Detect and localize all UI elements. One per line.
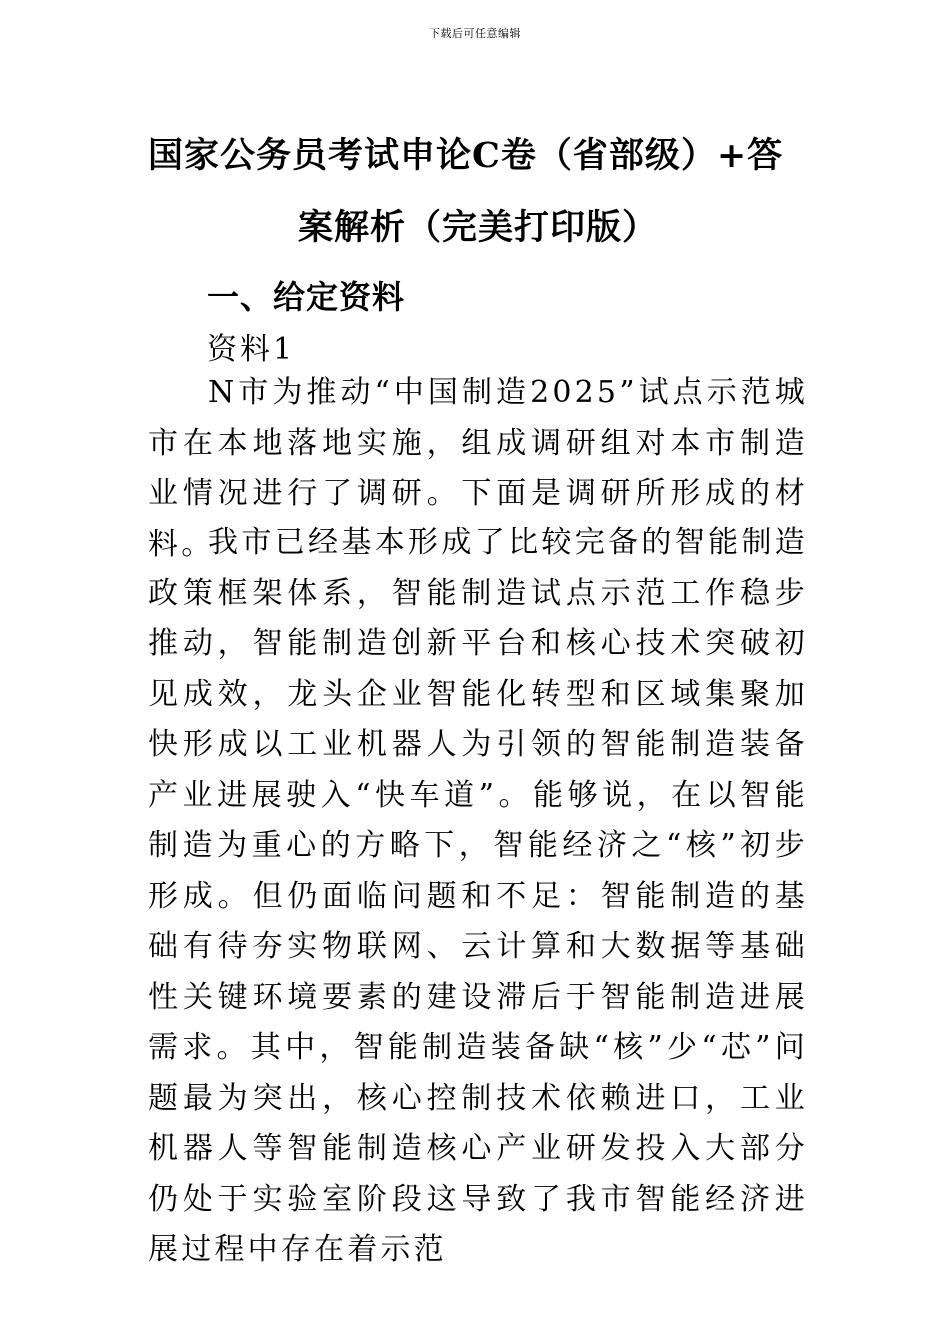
document-title-line-2: 案解析（完美打印版）: [297, 207, 658, 248]
body-paragraph: N市为推动“中国制造2025”试点示范城市在本地落地实施，组成调研组对本市制造业情况进行了调研。下面是调研所形成的材料。: [148, 375, 808, 562]
body-paragraph: 我市已经基本形成了比较完备的智能制造政策框架体系，智能制造试点示范工作稳步推动，智能制造创新平台和核心技术突破初见成效，龙头企业智能化转型和区域集聚加快形成以工业机器人为引领的智能制造装备产业进展驶入“快车道”。能够说，在以智能制造为重心的方略下，智能经济之“核”初步形成。但仍面临问题和不足：智能制造的基础有待夯实物联网、云计算和大数据等基础性关键环境要素的建设滞后于智能制造进展需求。其中，智能制造装备缺“核”少“芯”问题最为突出，核心控制技术依赖进口，工业机器人等智能制造核心产业研发投入大部分仍处于实验室阶段这导致了我市智能经济进展过程中存在着示范: [148, 525, 808, 1267]
document-title-line-1: 国家公务员考试申论C卷（省部级）+答: [148, 135, 784, 176]
section-heading: 一、给定资料: [207, 278, 406, 316]
header-note: 下载后可任意编辑: [429, 27, 521, 40]
material-label: 资料1: [207, 332, 296, 367]
